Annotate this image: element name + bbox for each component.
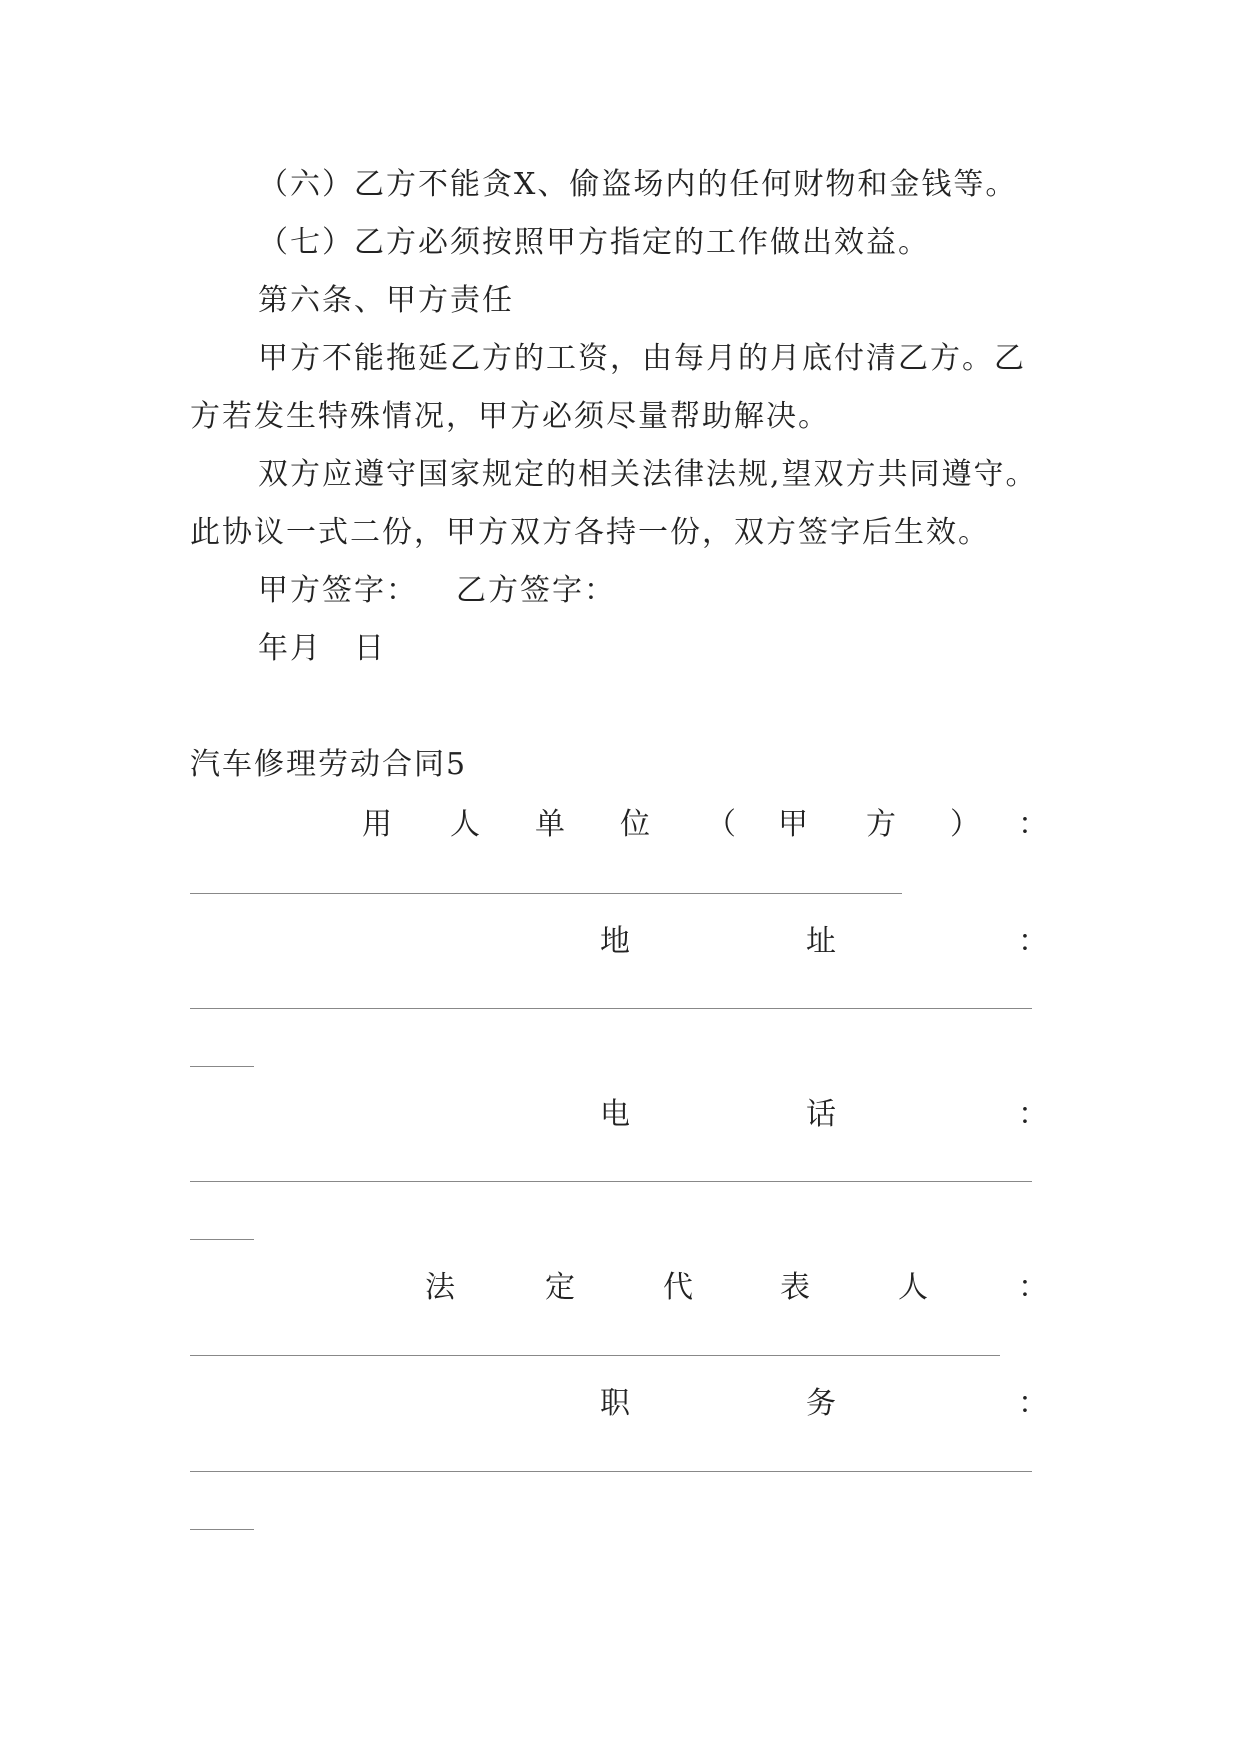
employer-char: （ xyxy=(706,807,736,842)
date-line: 年月 日 xyxy=(258,631,386,666)
employer-char: 单 xyxy=(535,807,565,842)
phone-underline-continued xyxy=(190,1239,254,1240)
phone-char: ： xyxy=(1018,1097,1048,1132)
phone-char: 话 xyxy=(806,1097,836,1132)
address-underline xyxy=(190,1008,1032,1009)
position-underline xyxy=(190,1471,1032,1472)
legal-representative-char: 法 xyxy=(425,1270,455,1305)
address-char: ： xyxy=(1018,924,1048,959)
legal-representative-char: 代 xyxy=(663,1270,693,1305)
legal-representative-char: 定 xyxy=(545,1270,575,1305)
address-underline-continued xyxy=(190,1066,254,1067)
phone-char: 电 xyxy=(600,1097,630,1132)
address-char: 址 xyxy=(806,924,836,959)
phone-underline xyxy=(190,1181,1032,1182)
employer-char: 方 xyxy=(866,807,896,842)
employer-char: 人 xyxy=(450,807,480,842)
address-char: 地 xyxy=(600,924,630,959)
clause-six-item-7: （七）乙方必须按照甲方指定的工作做出效益。 xyxy=(258,225,930,260)
compliance-line-2: 此协议一式二份，甲方双方各持一份，双方签字后生效。 xyxy=(190,515,990,550)
party-b-signature-label: 乙方签字： xyxy=(456,573,616,608)
employer-char: ： xyxy=(1018,807,1048,842)
party-a-duty-line-1: 甲方不能拖延乙方的工资，由每月的月底付清乙方。乙 xyxy=(258,341,1026,376)
legal-representative-char: 表 xyxy=(780,1270,810,1305)
clause-six-item-6: （六）乙方不能贪X、偷盗场内的任何财物和金钱等。 xyxy=(258,167,1018,202)
position-char: 务 xyxy=(806,1386,836,1421)
compliance-line-1: 双方应遵守国家规定的相关法律法规,望双方共同遵守。 xyxy=(258,457,1038,492)
employer-char: 位 xyxy=(620,807,650,842)
party-a-signature-label: 甲方签字： xyxy=(258,573,418,608)
position-char: 职 xyxy=(600,1386,630,1421)
contract-title: 汽车修理劳动合同5 xyxy=(190,747,468,782)
article-six-heading: 第六条、甲方责任 xyxy=(258,283,514,318)
legal-representative-underline xyxy=(190,1355,1000,1356)
employer-char: 用 xyxy=(362,807,392,842)
employer-char: 甲 xyxy=(778,807,808,842)
party-a-duty-line-2: 方若发生特殊情况，甲方必须尽量帮助解决。 xyxy=(190,399,830,434)
legal-representative-char: 人 xyxy=(898,1270,928,1305)
employer-underline xyxy=(190,893,902,894)
position-char: ： xyxy=(1018,1386,1048,1421)
position-underline-continued xyxy=(190,1529,254,1530)
employer-char: ） xyxy=(950,807,980,842)
legal-representative-char: ： xyxy=(1018,1270,1048,1305)
